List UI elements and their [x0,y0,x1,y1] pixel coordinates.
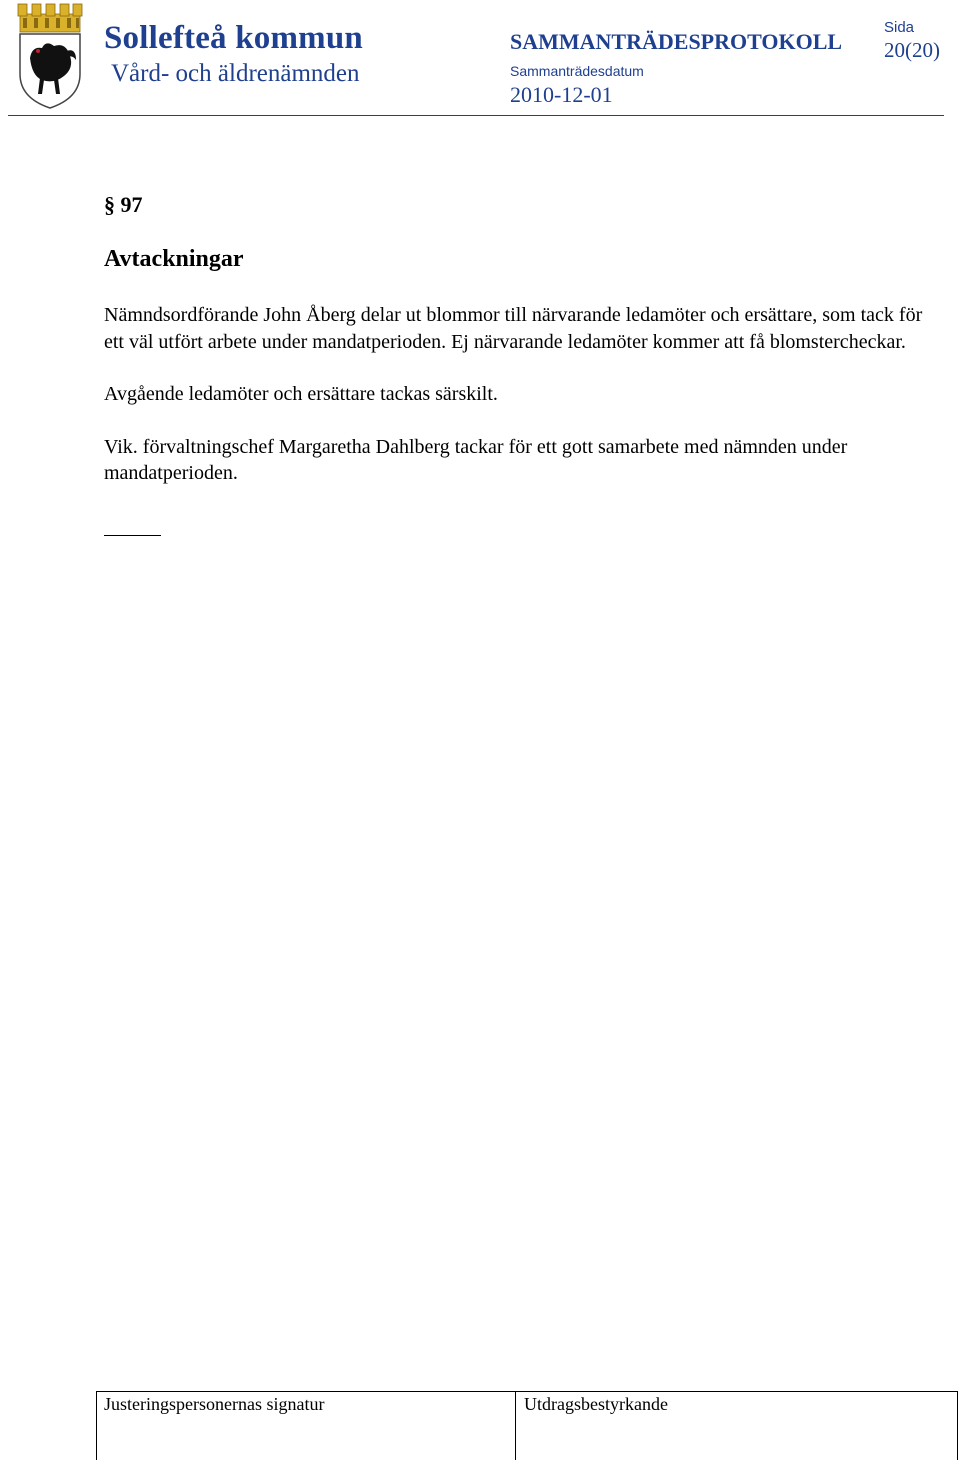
meeting-date-label: Sammanträdesdatum [510,63,644,79]
department-name: Vård- och äldrenämnden [111,60,360,87]
section-body [104,302,934,513]
signature-label: Justeringspersonernas signatur [104,1394,325,1414]
paragraph: Vik. förvaltningschef Margaretha Dahlberg tackar för ett gott samarbete med nämnden under mandatperioden. [104,435,848,484]
section-title: Avtackningar [104,246,244,272]
municipal-coat-of-arms-icon [14,2,86,112]
header-divider [8,115,944,116]
organization-name: Sollefteå kommun [104,20,363,56]
meeting-date: 2010-12-01 [510,82,613,107]
paragraph: Nämndsordförande John Åberg delar ut blommor till närvarande ledamöter och ersättare, som tack för ett väl utfört arbete under mandatperioden. Ej närvarande ledamöter kommer att få blomstercheckar. [104,304,923,353]
signature-box-divider [515,1391,516,1460]
certification-label: Utdragsbestyrkande [524,1394,668,1414]
section-number: § 97 [104,192,143,217]
page-label: Sida [884,19,915,36]
section-end-line [104,535,161,536]
document-type: SAMMANTRÄDESPROTOKOLL [510,29,843,54]
page-number: 20(20) [884,38,940,62]
paragraph: Avgående ledamöter och ersättare tackas särskilt. [104,383,498,405]
